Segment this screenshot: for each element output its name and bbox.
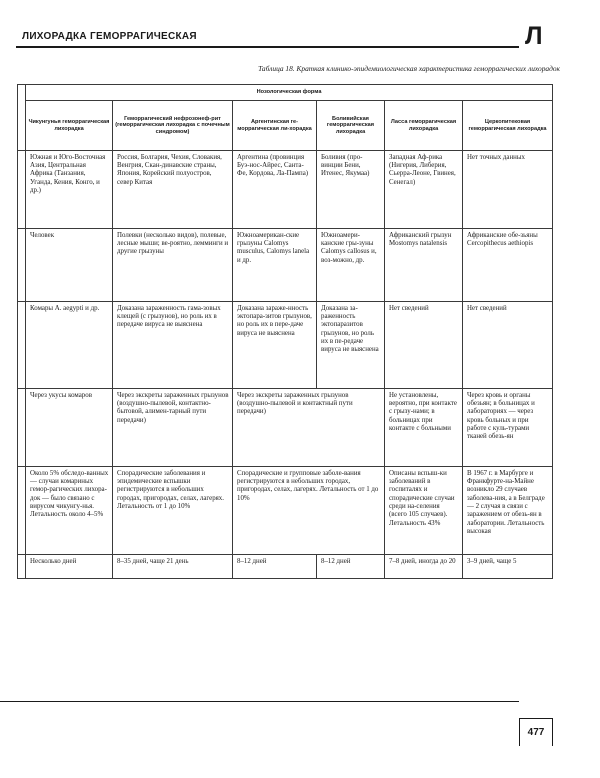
footer-rule — [0, 701, 519, 702]
fever-table — [17, 84, 552, 579]
table-cell: Южноамери-канские гры-зуны Calomys callosus и, воз-можно, др. — [317, 228, 385, 301]
table-cell: Африканский грызун Mostomys natalensis — [385, 228, 463, 301]
row-spacer — [18, 388, 26, 466]
row-spacer — [18, 301, 26, 388]
table-cell: Через экскреты зараженных грызунов (воздушно-пылевой и контактный пути передачи) — [233, 388, 385, 466]
row-spacer — [18, 150, 26, 228]
table-row-vector — [18, 301, 553, 388]
col-header-lassa: Ласса геморрагическая лихорадка — [385, 100, 463, 150]
group-header: Нозологическая форма — [26, 85, 553, 101]
row-spacer — [18, 466, 26, 554]
page-number: 477 — [519, 718, 553, 746]
col-header-chikungunya: Чикунгунья геморрагическая лихорадка — [26, 100, 113, 150]
table-cell: Россия, Болгария, Чехия, Словакия, Венгрия, Скан-динавские страны, Япония, Корейский полуостров, север Китая — [113, 150, 233, 228]
table-cell: Южная и Юго-Восточная Азия, Центральная Африка (Танзания, Уганда, Кения, Конго, и др.) — [26, 150, 113, 228]
col-header-argentine: Аргентинская ге-моррагическая ли-хорадка — [233, 100, 317, 150]
table-row-distribution — [18, 150, 553, 228]
col-header-hfrs: Геморрагический нефрозонеф-рит (геморрагическая лихорадка с почечным синдромом) — [113, 100, 233, 150]
table-cell: Боливия (про-винции Бени, Итенес, Якумаа) — [317, 150, 385, 228]
table-cell: В 1967 г. в Марбурге и Франкфурте-на-Майне возникло 29 случаев заболева-ния, а в Белграде — 2 случая в связи с заражением от обезь-ян в лаборатории. Летальность высокая — [463, 466, 553, 554]
table-cell: Нет сведений — [463, 301, 553, 388]
table-cell: Нет сведений — [385, 301, 463, 388]
table-cell: 3–9 дней, чаще 5 — [463, 554, 553, 578]
table-cell: 7–8 дней, иногда до 20 — [385, 554, 463, 578]
table-cell: Нет точных данных — [463, 150, 553, 228]
table-cell: Западная Аф-рика (Нигерия, Либерия, Сьерра-Леоне, Гвинея, Сенегал) — [385, 150, 463, 228]
table-cell: Через кровь и органы обезьян; в больницах и лабораториях — через кровь больных и при работе с куль-турами тканей обезь-ян — [463, 388, 553, 466]
table-row-incubation — [18, 554, 553, 578]
table-cell: Аргентина (провинция Буэ-нос-Айрес, Санта-Фе, Кордова, Ла-Пампа) — [233, 150, 317, 228]
table-cell: 8–12 дней — [233, 554, 317, 578]
table-cell: Через экскреты зараженных грызунов (воздушно-пылевой, контактно-бытовой, алимен-тарный пути передачи) — [113, 388, 233, 466]
table-row-reservoir — [18, 228, 553, 301]
table-cell: Африканские обе-зьяны Cercopithecus aethiopis — [463, 228, 553, 301]
table-cell: Спорадические и групповые заболе-вания регистрируются в небольших городах, пригородах, селах, лагерях. Летальность от 1 до 10% — [233, 466, 385, 554]
table-cell: Около 5% обследо-ванных — случаи комариных гемор-рагических лихора-док — было связано с вирусом чикунгу-нья. Летальность около 4–5% — [26, 466, 113, 554]
table-cell: Через укусы комаров — [26, 388, 113, 466]
table-cell: Не установлены, вероятно, при контакте с грызу-нами; в больницах при контакте с больными — [385, 388, 463, 466]
col-header-cercopithecus: Церкопитековая геморрагическая лихорадка — [463, 100, 553, 150]
table-cell: Южноамерикан-ские грызуны Calomys musculus, Calomys lanela и др. — [233, 228, 317, 301]
table-cell: 8–12 дней — [317, 554, 385, 578]
col-header-bolivian: Боливийская геморрагическая лихорадка — [317, 100, 385, 150]
table-cell: Доказана зараже-нность эктопара-зитов грызунов, но роль их в пере-даче вируса не выяснена — [233, 301, 317, 388]
table-cell: Доказана за-раженность эктопаразитов грызунов, но роль их в пе-редаче вируса не выяснена — [317, 301, 385, 388]
table-cell: Описаны вспыш-ки заболеваний в госпиталях и спорадические случаи среди на-селения (всего 105 случаев). Летальность 43% — [385, 466, 463, 554]
section-letter: Л — [525, 22, 543, 50]
table-cell: Человек — [26, 228, 113, 301]
header-rule — [16, 46, 519, 48]
row-spacer — [18, 554, 26, 578]
table-cell: Доказана зараженность гама-зовых клещей (с грызунов), но роль их в передаче вируса не выяснена — [113, 301, 233, 388]
table-cell: 8–35 дней, чаще 21 день — [113, 554, 233, 578]
running-title: ЛИХОРАДКА ГЕМОРРАГИЧЕСКАЯ — [22, 31, 197, 42]
spacer-header — [18, 85, 26, 151]
table-cell: Несколько дней — [26, 554, 113, 578]
table-row-transmission — [18, 388, 553, 466]
table-row-epidemiology — [18, 466, 553, 554]
table-caption: Таблица 18. Краткая клинико-эпидемиологическая характеристика геморрагических лихорадок — [258, 64, 560, 73]
table-cell: Полевки (несколько видов), полевые, лесные мыши; ве-роятно, лемминги и другие грызуны — [113, 228, 233, 301]
table-cell: Спорадические заболевания и эпидемические вспышки регистрируются в небольших городах, пригородах, селах, лагерях. Летальность от 1 до 10% — [113, 466, 233, 554]
row-spacer — [18, 228, 26, 301]
table-cell: Комары A. aegypti и др. — [26, 301, 113, 388]
